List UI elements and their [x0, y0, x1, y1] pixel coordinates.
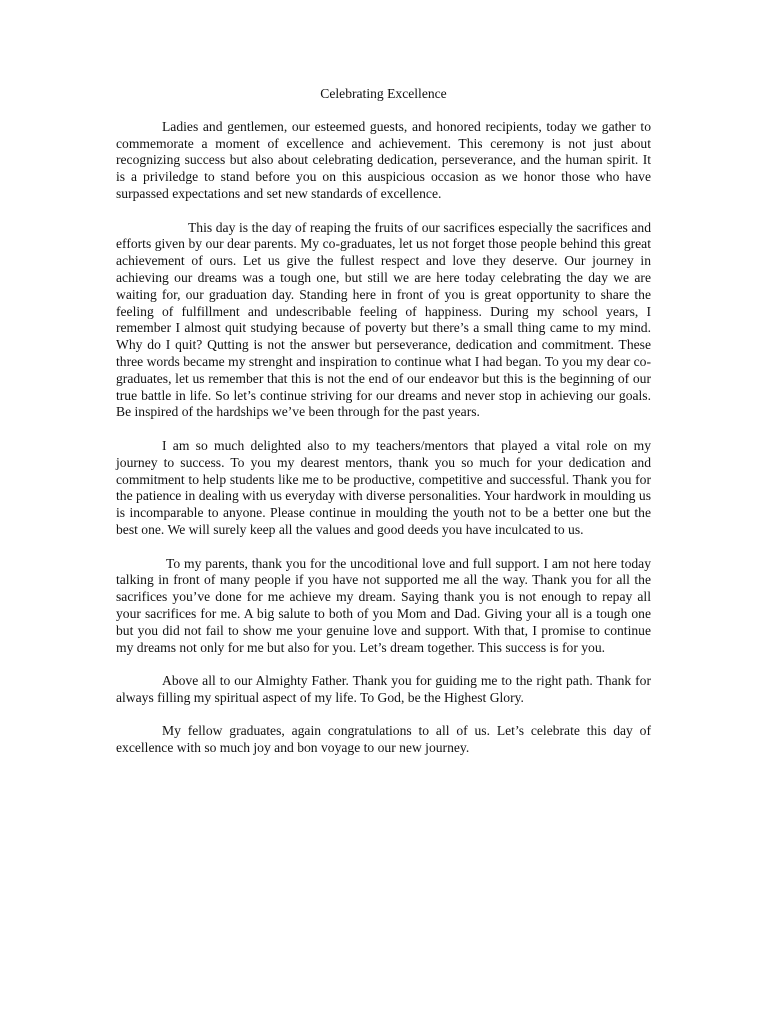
- paragraph-parents: To my parents, thank you for the uncoditional love and full support. I am not here today talking in front of many people if you have not supported me all the way. Thank you for all the sacrifices you’ve done for me achieve my dream. Saying thank you is not enough to repay all your sacrifices for me. A big salute to both of you Mom and Dad. Giving your all is a tough one but you did not fail to show me your genuine love and support. With that, I promise to continue my dreams not only for me but also for you. Let’s dream together. This success is for you.: [116, 555, 651, 655]
- paragraph-opening: Ladies and gentlemen, our esteemed guests, and honored recipients, today we gather to commemorate a moment of excellence and achievement. This ceremony is not just about recognizing success but also about celebrating dedication, perseverance, and the human spirit. It is a priviledge to stand before you on this auspicious occasion as we honor those who have surpassed expectations and set new standards of excellence.: [116, 118, 651, 201]
- document-title: Celebrating Excellence: [320, 86, 447, 101]
- paragraph-reaping-fruits: This day is the day of reaping the fruits of our sacrifices especially the sacrifices and efforts given by our dear parents. My co-graduates, let us not forget those people behind this great achievement of ours. Let us give the fullest respect and love they deserve. Our journey in achieving our dreams was a tough one, but still we are here today celebrating the day we are waiting for, our graduation day. Standing here in front of you is great opportunity to share the feeling of fulfillment and undescribable feeling of happiness. During my school years, I remember I almost quit studying because of poverty but there’s a small thing came to my mind. Why do I quit? Qutting is not the answer but perseverance, dedication and commitment. These three words became my strenght and inspiration to continue what I had began. To you my dear co-graduates, let us remember that this is not the end of our endeavor but this is the beginning of our true battle in life. So let’s continue striving for our dreams and never stop in achieving our goals. Be inspired of the hardships we’ve been through for the past years.: [116, 219, 651, 420]
- paragraph-teachers: I am so much delighted also to my teachers/mentors that played a vital role on my journey to success. To you my dearest mentors, thank you so much for your dedication and commitment to help students like me to be productive, competitive and successful. Thank you for the patience in dealing with us everyday with diverse personalities. Your hardwork in moulding us is incomparable to anyone. Please continue in moulding the youth not to be a better one but the best one. We will surely keep all the values and good deeds you have inculcated to us.: [116, 437, 651, 537]
- paragraph-closing: My fellow graduates, again congratulations to all of us. Let’s celebrate this day of excellence with so much joy and bon voyage to our new journey.: [116, 723, 651, 756]
- document-page: [116, 86, 651, 757]
- paragraph-almighty: Above all to our Almighty Father. Thank you for guiding me to the right path. Thank for always filling my spiritual aspect of my life. To God, be the Highest Glory.: [116, 673, 651, 705]
